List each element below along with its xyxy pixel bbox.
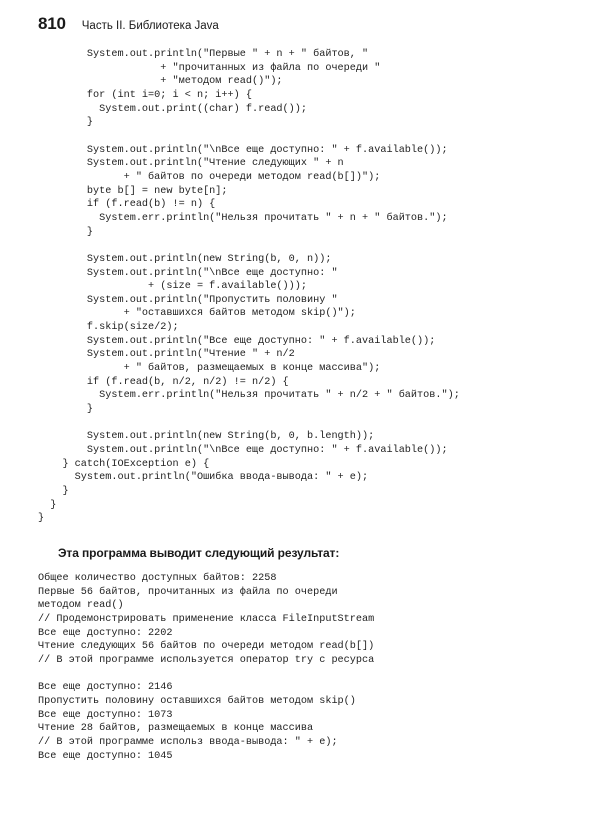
output-line: методом read() — [38, 600, 124, 612]
code-listing — [38, 48, 460, 526]
code-line: } catch(IOException e) { — [38, 458, 210, 470]
page-header — [38, 14, 219, 38]
output-line: Чтение 28 байтов, размещаемых в конце массива — [38, 723, 314, 735]
code-line: System.out.println("Ошибка ввода-вывода: " + e); — [38, 472, 369, 484]
code-line: + " байтов по очереди методом read(b[])"); — [38, 171, 381, 183]
code-line: + (size = f.available())); — [38, 281, 307, 293]
code-line: System.out.println("Пропустить половину " — [38, 294, 338, 306]
code-line: + " байтов, размещаемых в конце массива"); — [38, 363, 381, 375]
code-line: System.out.println("\nВсе еще доступно: " + f.available()); — [38, 445, 448, 457]
code-line: if (f.read(b) != n) { — [38, 199, 216, 211]
code-line: + "прочитанных из файла по очереди " — [38, 62, 381, 74]
code-line: } — [38, 513, 45, 525]
output-text — [38, 572, 374, 763]
program-output — [38, 572, 374, 763]
code-line: } — [38, 499, 57, 511]
code-line: } — [38, 226, 94, 238]
code-line: } — [38, 486, 69, 497]
output-line: // В этой программе использ ввода-вывода: " + e); — [38, 736, 338, 748]
code-line: System.out.println("Все еще доступно: " + f.available()); — [38, 335, 436, 347]
code-line: } — [38, 117, 94, 129]
code-line: System.err.println("Нельзя прочитать " + n + " байтов."); — [38, 212, 448, 224]
code-line: System.err.println("Нельзя прочитать " + n/2 + " байтов."); — [38, 390, 460, 402]
code-line: byte b[] = new byte[n]; — [38, 185, 228, 197]
output-line: Все еще доступно: 1045 — [38, 750, 173, 762]
output-line: Все еще доступно: 1073 — [38, 709, 173, 721]
code-line: for (int i=0; i < n; i++) { — [38, 89, 252, 101]
output-line: // Продемонстрировать применение класса FileInputStream — [38, 613, 375, 625]
output-line: Все еще доступно: 2202 — [38, 627, 173, 639]
code-line: System.out.println(new String(b, 0, n)); — [38, 253, 332, 265]
output-line: Пропустить половину оставшихся байтов методом skip() — [38, 695, 356, 707]
result-heading: Эта программа выводит следующий результат: — [58, 546, 340, 560]
code-line: System.out.println("Чтение следующих " + n — [38, 158, 344, 170]
code-line: System.out.println(new String(b, 0, b.length)); — [38, 431, 375, 443]
code-line: System.out.println("Первые " + n + " байтов, " — [38, 49, 369, 60]
output-line: Первые 56 байтов, прочитанных из файла по очереди — [38, 586, 338, 598]
output-line: Общее количество доступных байтов: 2258 — [38, 573, 277, 584]
code-line: f.skip(size/2); — [38, 322, 179, 334]
code-text — [38, 48, 460, 526]
output-line: // В этой программе используется оператор try с ресурса — [38, 654, 375, 666]
page-number: 810 — [38, 14, 66, 33]
output-line: Чтение следующих 56 байтов по очереди методом read(b[]) — [38, 641, 375, 653]
code-line: System.out.println("\nВсе еще доступно: " + f.available()); — [38, 144, 448, 156]
output-line: Все еще доступно: 2146 — [38, 682, 173, 694]
code-line: + "оставшихся байтов методом skip()"); — [38, 308, 356, 320]
running-title: Часть II. Библиотека Java — [81, 20, 219, 32]
code-line: System.out.println("\nВсе еще доступно: " — [38, 267, 338, 279]
code-line: } — [38, 404, 94, 416]
code-line: if (f.read(b, n/2, n/2) != n/2) { — [38, 376, 289, 388]
code-line: System.out.print((char) f.read()); — [38, 103, 307, 115]
code-line: System.out.println("Чтение " + n/2 — [38, 349, 295, 361]
code-line: + "методом read()"); — [38, 76, 283, 88]
